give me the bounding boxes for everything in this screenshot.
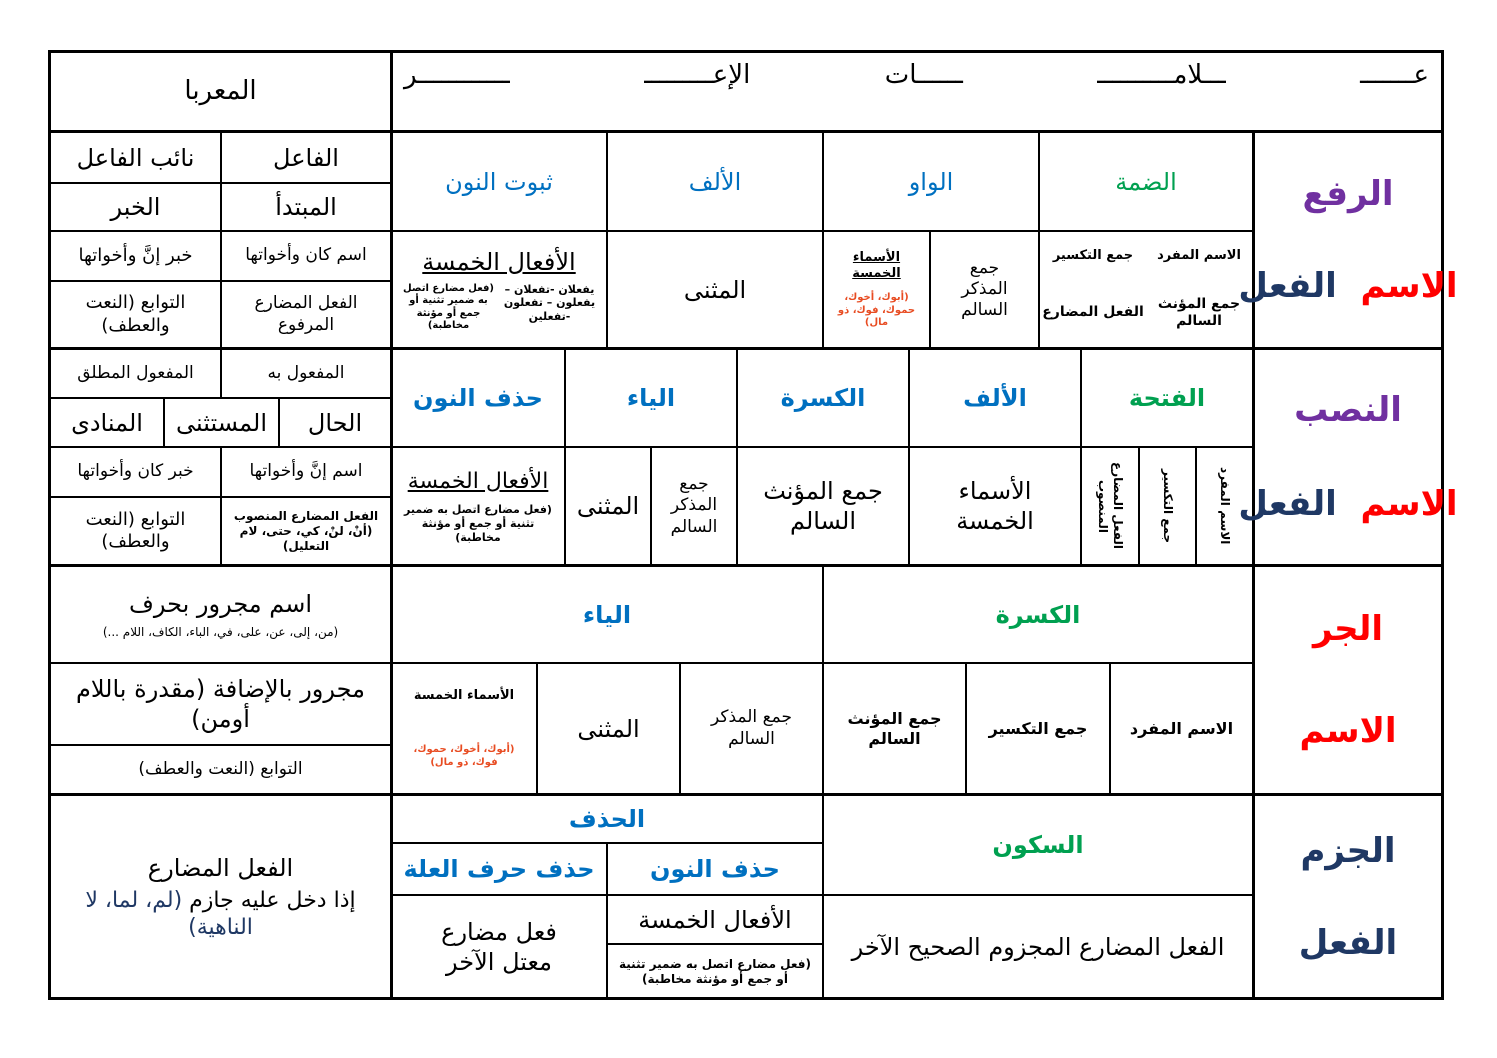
jazm-nun-note: (فعل مضارع اتصل به ضمير تثنية أو جمع أو مؤنثة مخاطبة): [619, 956, 811, 986]
nasb-mu3rab: اسم إنَّ وأخواتها: [249, 461, 363, 482]
raf-type-verb: الفعل: [1238, 266, 1337, 306]
jarr-mark-ya: الياء: [582, 600, 632, 629]
nasb-type-noun: الاسم: [1360, 484, 1458, 524]
raf-alif-item: المثنى: [683, 275, 747, 304]
raf-mu3rab: التوابع (النعت والعطف): [85, 292, 186, 336]
raf-type-noun: الاسم: [1360, 266, 1458, 306]
jarr-five-nouns-examples: (أبوك، أخوك، حموك، فوك، ذو مال): [413, 744, 515, 768]
jarr-ya-item: جمع المذكر السالم: [711, 707, 792, 749]
jarr-mark-kasra: الكسرة: [995, 600, 1081, 629]
nasb-nun-title: الأفعال الخمسة: [407, 468, 549, 494]
raf-nun-cell: [392, 232, 606, 347]
nasb-ya-item: جمع المذكر السالم: [670, 474, 718, 537]
nasb-mu3rab: المفعول المطلق: [77, 362, 194, 383]
jazm-illa-item: فعل مضارع معتل الآخر: [441, 918, 557, 976]
raf-mu3rab: اسم كان وأخواتها: [245, 245, 367, 266]
jarr-ya-item: المثنى: [577, 714, 640, 743]
raf-mu3rab: الفعل المضارع المرفوع: [254, 293, 358, 335]
raf-damma-item: الفعل المضارع: [1042, 304, 1144, 321]
jarr-mu3rab-letters: (من، إلى، عن، على، في، الباء، الكاف، اللام ...): [102, 625, 339, 639]
marks-title-part: الإعـــــــــ: [644, 59, 751, 90]
nasb-mu3rab: الفعل المضارع المنصوب (أنْ، لنْ، كي، حتى، لام التعليل): [233, 508, 379, 553]
mu3rab-title: المعربا: [184, 76, 257, 107]
nasb-mu3rab: خبر كان وأخواتها: [77, 461, 194, 482]
jazm-type-verb: الفعل: [1298, 923, 1398, 963]
marks-title-part: ــــــــــــر: [404, 59, 510, 90]
nasb-mark-ya: الياء: [626, 384, 676, 412]
nasb-mu3rab: المستثنى: [176, 408, 267, 437]
nasb-nun-note: (فعل مضارع اتصل به ضمير تثنية أو جمع أو مؤنثة مخاطبة): [404, 503, 552, 544]
raf-damma-item: جمع المؤنث السالم: [1157, 295, 1241, 329]
raf-label: الرفع: [1302, 173, 1394, 214]
jazm-label: الجزم: [1300, 830, 1396, 871]
jarr-mu3rab-tawabi: التوابع (النعت والعطف): [138, 758, 303, 779]
jarr-kasra-item: الاسم المفرد: [1129, 718, 1234, 738]
raf-damma-item: الاسم المفرد: [1157, 248, 1241, 264]
raf-mu3rab: المبتدأ: [275, 193, 337, 221]
jazm-mark-sukun: السكون: [992, 831, 1084, 859]
jazm-nun-title: الأفعال الخمسة: [638, 905, 792, 934]
marks-title-part: ـــلامــــــــــ: [1097, 59, 1226, 90]
raf-damma-item: جمع التكسير: [1052, 248, 1134, 264]
nasb-fatha-item: الفعل المضارع المنصوب: [1096, 462, 1125, 550]
jarr-kasra-item: جمع المؤنث السالم: [847, 708, 942, 748]
jazm-sukun-item: الفعل المضارع المجزوم الصحيح الآخر: [851, 933, 1225, 961]
nasb-type-verb: الفعل: [1238, 484, 1337, 524]
jarr-label-cell: [1254, 567, 1442, 793]
nasb-alif-item: الأسماء الخمسة: [956, 477, 1034, 535]
jazm-mu3rab-cond: إذا دخل عليه جازم: [189, 887, 356, 913]
raf-mu3rab: الفاعل: [273, 143, 339, 172]
nasb-fatha-item: الاسم المفرد: [1218, 467, 1232, 545]
nasb-nun-cell: [392, 448, 564, 564]
nasb-mu3rab: المنادى: [71, 408, 143, 437]
nasb-mu3rab: المفعول به: [267, 362, 345, 383]
raf-mark-waw: الواو: [908, 167, 954, 196]
raf-mu3rab: نائب الفاعل: [76, 143, 195, 172]
nasb-mark-kasra: الكسرة: [780, 384, 866, 412]
jazm-mu3rab-title: الفعل المضارع: [147, 853, 294, 882]
nasb-label-cell: [1238, 350, 1458, 564]
nasb-label: النصب: [1294, 389, 1402, 430]
marks-title-part: ــــــات: [884, 59, 963, 90]
nasb-fatha-item: جمع التكسير: [1161, 468, 1175, 544]
jarr-mu3rab-letter-cell: [51, 567, 390, 662]
nasb-mu3rab: التوابع (النعت والعطف): [85, 508, 186, 552]
raf-waw-five-nouns-examples: (أبوك، أخوك، حموك، فوك، ذو مال): [837, 292, 916, 328]
nasb-ya-item: المثنى: [576, 492, 640, 520]
jazm-mu3rab-cell: [51, 796, 390, 998]
jazm-mark-hadhf: الحذف: [568, 805, 646, 833]
jarr-type-noun: الاسم: [1299, 711, 1397, 751]
jarr-mu3rab-idafa: مجرور بالإضافة (مقدرة باللام أومن): [76, 675, 365, 733]
nasb-mu3rab: الحال: [307, 408, 363, 437]
raf-mark-damma: الضمة: [1115, 167, 1177, 196]
jarr-label: الجر: [1312, 608, 1384, 649]
jarr-five-nouns-cell: [392, 664, 536, 793]
raf-waw-five-nouns-cell: [824, 232, 929, 347]
raf-waw-five-nouns: الأسماء الخمسة: [852, 249, 901, 281]
nasb-kasra-item: جمع المؤنث السالم: [763, 477, 883, 535]
raf-mark-alif: الألف: [688, 167, 742, 196]
raf-mu3rab: خبر إنَّ وأخواتها: [78, 244, 193, 266]
nasb-mark-alif: الألف: [963, 384, 1027, 412]
raf-nun-examples: يفعلان -تفعلان – يفعلون – تفعلون -تفعلين: [503, 282, 596, 323]
raf-mark-nun: ثبوت النون: [445, 167, 553, 196]
jarr-mu3rab-by-letter: اسم مجرور بحرف: [128, 590, 313, 618]
nasb-mark-fatha: الفتحة: [1128, 384, 1206, 412]
marks-title-part: عـــــــ: [1360, 59, 1429, 90]
raf-nun-note: (فعل مضارع اتصل به ضمير تثنية أو جمع أو مؤنثة مخاطبة): [402, 282, 494, 331]
jarr-ya-item: الأسماء الخمسة: [413, 687, 515, 703]
nasb-mark-nun: حذف النون: [413, 384, 543, 412]
raf-label-cell: [1238, 133, 1458, 347]
raf-waw-plural: جمع المذكر السالم: [961, 257, 1008, 321]
jazm-mu3rab-tools: (لم، لما، لا الناهية): [85, 887, 253, 940]
raf-mu3rab: الخبر: [110, 193, 161, 221]
jazm-hadhf-illa: حذف حرف العلة: [403, 855, 595, 883]
marks-title: [392, 53, 1441, 97]
raf-nun-title: الأفعال الخمسة: [422, 247, 576, 276]
jarr-kasra-item: جمع التكسير: [988, 718, 1088, 738]
jazm-label-cell: [1254, 796, 1442, 998]
jazm-hadhf-nun: حذف النون: [650, 855, 780, 883]
